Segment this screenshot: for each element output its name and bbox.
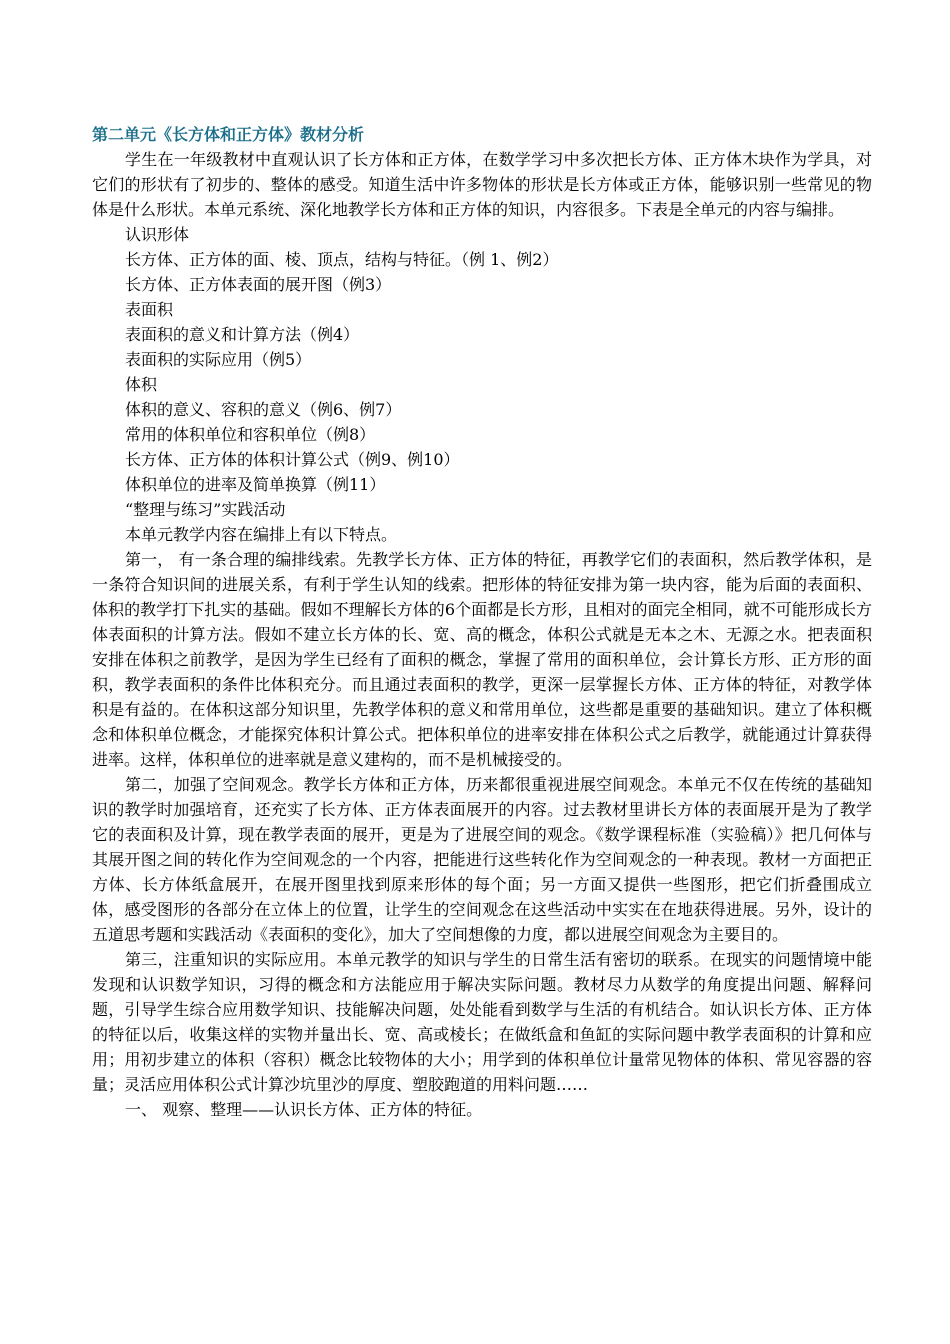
outline-item: 长方体、正方体表面的展开图（例3） bbox=[125, 275, 392, 294]
intro-paragraph: 学生在一年级教材中直观认识了长方体和正方体，在数学学习中多次把长方体、正方体木块作为学具，对它们的形状有了初步的、整体的感受。知道生活中许多物体的形状是长方体或正方体，能够识别一些常见的物体是什么形状。本单元系统、深化地教学长方体和正方体的知识，内容很多。下表是全单元的内容与编排。 bbox=[92, 150, 872, 219]
outline-item: “整理与练习”实践活动 bbox=[125, 500, 286, 519]
outline-item: 常用的体积单位和容积单位（例8） bbox=[125, 425, 376, 444]
point-3-paragraph: 第三，注重知识的实际应用。本单元教学的知识与学生的日常生活有密切的联系。在现实的问题情境中能发现和认识数学知识，习得的概念和方法能应用于解决实际问题。教材尽力从数学的角度提出问题、解释问题，引导学生综合应用数学知识、技能解决问题，处处能看到数学与生活的有机结合。如认识长方体、正方体的特征以后，收集这样的实物并量出长、宽、高或棱长；在做纸盒和鱼缸的实际问题中教学表面积的计算和应用；用初步建立的体积（容积）概念比较物体的大小；用学到的体积单位计量常见物体的体积、常见容器的容量；灵活应用体积公式计算沙坑里沙的厚度、塑胶跑道的用料问题…… bbox=[92, 950, 872, 1094]
section-heading: 一、 观察、整理——认识长方体、正方体的特征。 bbox=[125, 1100, 483, 1119]
outline-item: 长方体、正方体的面、棱、顶点，结构与特征。（例 1、例2） bbox=[125, 250, 559, 269]
content-outline bbox=[92, 222, 872, 547]
document-title: 第二单元《长方体和正方体》教材分析 bbox=[92, 125, 365, 144]
outline-item: 表面积的实际应用（例5） bbox=[125, 350, 312, 369]
outline-item: 体积单位的进率及简单换算（例11） bbox=[125, 475, 386, 494]
outline-item: 体积的意义、容积的意义（例6、例7） bbox=[125, 400, 402, 419]
point-1-paragraph: 第一， 有一条合理的编排线索。先教学长方体、正方体的特征，再教学它们的表面积，然后教学体积，是一条符合知识间的进展关系，有利于学生认知的线索。把形体的特征安排为第一块内容，能为后面的表面积、体积的教学打下扎实的基础。假如不理解长方体的6个面都是长方形，且相对的面完全相同，就不可能形成长方体表面积的计算方法。假如不建立长方体的长、宽、高的概念，体积公式就是无本之木、无源之水。把表面积安排在体积之前教学，是因为学生已经有了面积的概念，掌握了常用的面积单位，会计算长方形、正方形的面积，教学表面积的条件比体积充分。而且通过表面积的教学，更深一层掌握长方体、正方体的特征，对教学体积是有益的。在体积这部分知识里，先教学体积的意义和常用单位，这些都是重要的基础知识。建立了体积概念和体积单位概念，才能探究体积计算公式。把体积单位的进率安排在体积公式之后教学，就能通过计算获得进率。这样，体积单位的进率就是意义建构的，而不是机械接受的。 bbox=[92, 550, 872, 769]
outline-item: 表面积的意义和计算方法（例4） bbox=[125, 325, 360, 344]
outline-item: 表面积 bbox=[125, 300, 174, 319]
point-2-paragraph: 第二，加强了空间观念。教学长方体和正方体，历来都很重视进展空间观念。本单元不仅在传统的基础知识的教学时加强培育，还充实了长方体、正方体表面展开的内容。过去教材里讲长方体的表面展开是为了教学它的表面积及计算，现在教学表面的展开，更是为了进展空间的观念。《数学课程标准（实验稿）》把几何体与其展开图之间的转化作为空间观念的一个内容，把能进行这些转化作为空间观念的一种表现。教材一方面把正方体、长方体纸盒展开，在展开图里找到原来形体的每个面；另一方面又提供一些图形，把它们折叠围成立体，感受图形的各部分在立体上的位置，让学生的空间观念在这些活动中实实在在地获得进展。另外，设计的五道思考题和实践活动《表面积的变化》，加大了空间想像的力度，都以进展空间观念为主要目的。 bbox=[92, 775, 872, 944]
outline-item: 体积 bbox=[125, 375, 158, 394]
outline-item: 本单元教学内容在编排上有以下特点。 bbox=[125, 525, 398, 544]
document-page bbox=[92, 122, 872, 1122]
outline-item: 长方体、正方体的体积计算公式（例9、例10） bbox=[125, 450, 460, 469]
outline-item: 认识形体 bbox=[125, 225, 190, 244]
